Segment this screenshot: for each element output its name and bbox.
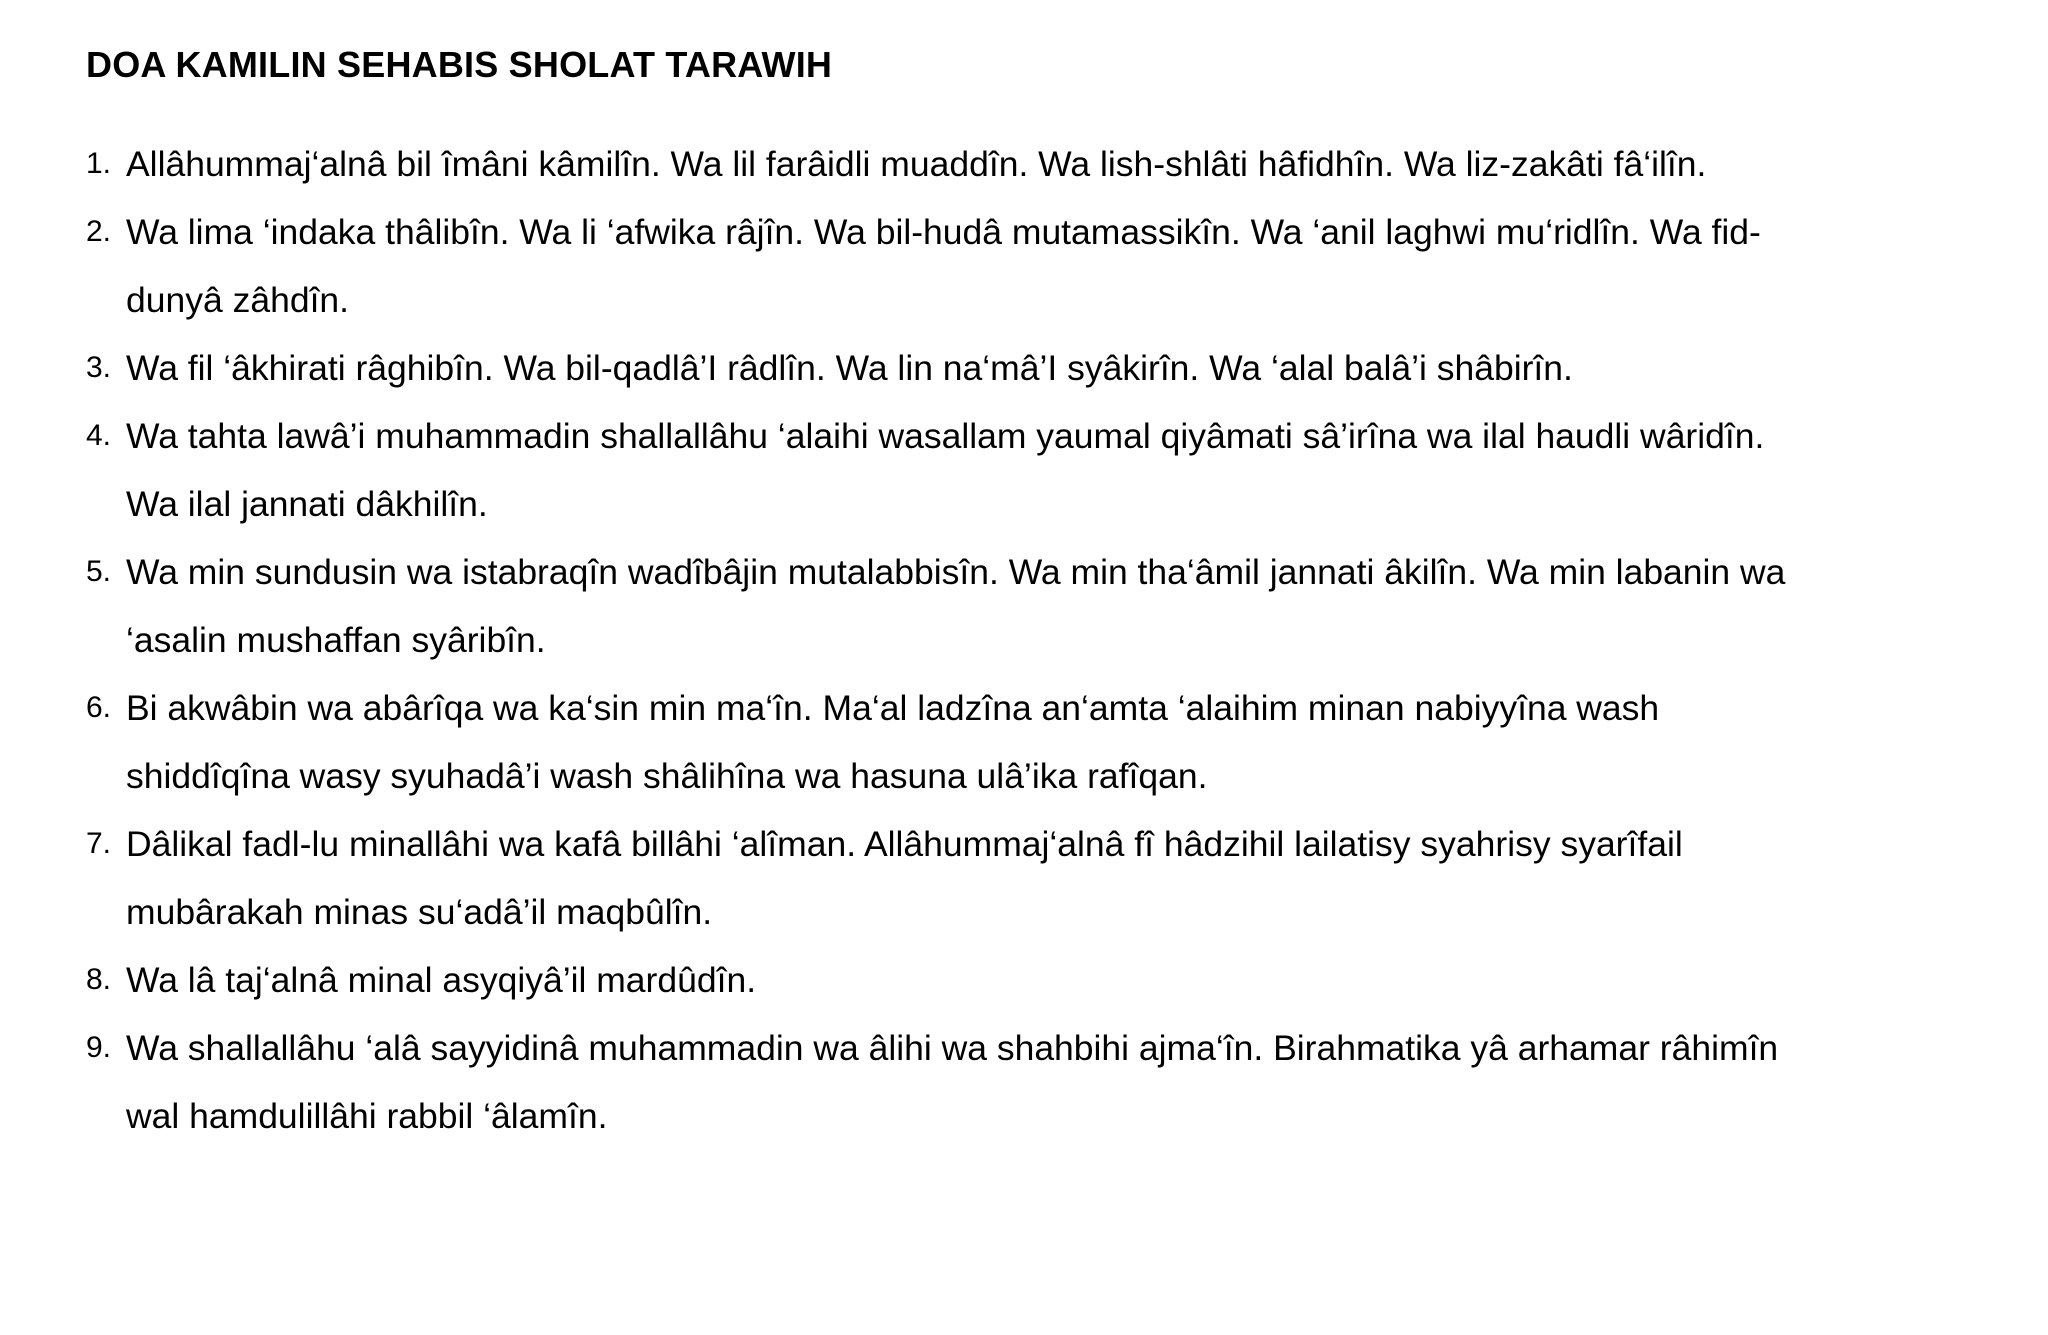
- item-number: 2.: [86, 215, 112, 248]
- document-title: DOA KAMILIN SEHABIS SHOLAT TARAWIH: [86, 44, 833, 85]
- list-item: [86, 810, 2006, 946]
- item-text-line: Allâhummaj‘alnâ bil îmâni kâmilîn. Wa lil farâidli muaddîn. Wa lish-shlâti hâfidhîn. Wa liz-zakâti fâ‘ilîn.: [126, 144, 1707, 184]
- item-text-line: Wa lima ‘indaka thâlibîn. Wa li ‘afwika râjîn. Wa bil-hudâ mutamassikîn. Wa ‘anil laghwi mu‘ridlîn. Wa fid-: [126, 212, 1761, 252]
- item-text-line: wal hamdulillâhi rabbil ‘âlamîn.: [126, 1096, 608, 1136]
- item-number: 7.: [86, 827, 112, 860]
- item-text-line: Wa ilal jannati dâkhilîn.: [126, 484, 488, 524]
- item-number: 1.: [86, 147, 112, 180]
- item-text-line: Wa tahta lawâ’i muhammadin shallallâhu ‘alaihi wasallam yaumal qiyâmati sâ’irîna wa ilal haudli wâridîn.: [126, 416, 1765, 456]
- item-number: 4.: [86, 419, 112, 452]
- item-number: 6.: [86, 691, 112, 724]
- item-text-line: Wa fil ‘âkhirati râghibîn. Wa bil-qadlâ’I râdlîn. Wa lin na‘mâ’I syâkirîn. Wa ‘alal balâ’i shâbirîn.: [126, 348, 1573, 388]
- item-text-line: Bi akwâbin wa abârîqa wa ka‘sin min ma‘în. Ma‘al ladzîna an‘amta ‘alaihim minan nabiyyîna wash: [126, 688, 1660, 728]
- item-number: 3.: [86, 351, 112, 384]
- item-number: 5.: [86, 555, 112, 588]
- item-text-line: shiddîqîna wasy syuhadâ’i wash shâlihîna wa hasuna ulâ’ika rafîqan.: [126, 756, 1208, 796]
- item-text-line: Dâlikal fadl-lu minallâhi wa kafâ billâhi ‘alîman. Allâhummaj‘alnâ fî hâdzihil lailatisy syahrisy syarîfail: [126, 824, 1683, 864]
- item-number: 8.: [86, 963, 112, 996]
- item-number: 9.: [86, 1031, 112, 1064]
- item-text-line: mubârakah minas su‘adâ’il maqbûlîn.: [126, 892, 713, 932]
- list-item: [86, 402, 2006, 538]
- list-item: [86, 198, 2006, 334]
- item-text-line: Wa lâ taj‘alnâ minal asyqiyâ’il mardûdîn.: [126, 960, 757, 1000]
- list-item: [86, 334, 2006, 402]
- list-item: [86, 130, 2006, 198]
- list-item: [86, 1014, 2006, 1150]
- item-text-line: Wa min sundusin wa istabraqîn wadîbâjin mutalabbisîn. Wa min tha‘âmil jannati âkilîn. Wa min labanin wa: [126, 552, 1786, 592]
- item-text-line: Wa shallallâhu ‘alâ sayyidinâ muhammadin wa âlihi wa shahbihi ajma‘în. Birahmatika yâ arhamar râhimîn: [126, 1028, 1779, 1068]
- list-item: [86, 674, 2006, 810]
- item-text-line: ‘asalin mushaffan syâribîn.: [126, 620, 546, 660]
- list-item: [86, 946, 2006, 1014]
- item-text-line: dunyâ zâhdîn.: [126, 280, 350, 320]
- list-item: [86, 538, 2006, 674]
- prayer-list: [86, 130, 2006, 1150]
